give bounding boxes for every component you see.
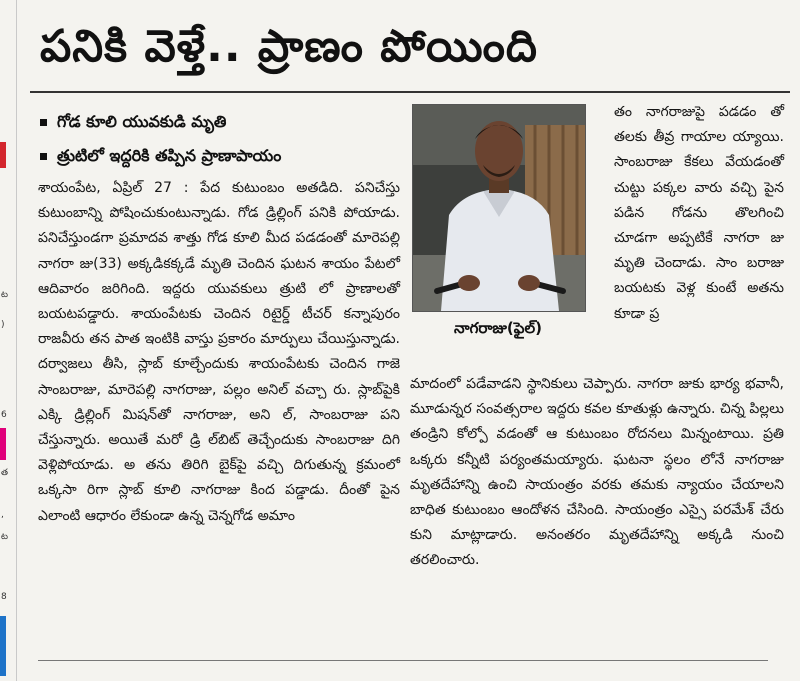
strip-fragment: ) [1,320,5,330]
article-photo [412,104,586,312]
page-bottom-rule [38,660,768,661]
article-body-right-column: తం నాగరాజుపై పడడం తో తలకు తీవ్ర గాయాల య్యాయి. సాంబరాజు కేకలు వేయడంతో చుట్టు పక్కల వారు వచ్చి పైన పడిన గోడను తొలగించి చూడగా అప్పటికే నాగరా జు మృతి చెందాడు. సాం బరాజు బయటకు వెళ్ల కుంటే అతను కూడా ప్ర [614,104,784,322]
subheadline-item [32,108,402,136]
strip-fragment: ట [1,290,8,300]
strip-fragment: 8 [1,592,7,602]
adjacent-column-strip [0,0,17,681]
photo-caption: నాగరాజు(ఫైల్) [454,319,542,337]
headline-divider [30,91,790,93]
article-body-bottom-right-column: మాదంలో పడేవాడని స్థానికులు చెప్పారు. నాగరా జుకు భార్య భవానీ, మూడున్నర సంవత్సరాల ఇద్దరు కవల కూతుళ్లు ఉన్నారు. చిన్న పిల్లలు తండ్రిని కోల్పో వడంతో ఆ కుటుంబం రోదనలు మిన్నంటాయి. ప్రతి ఒక్కరు కన్నీటి పర్యంతమయ్యారు. ఘటనా స్థలం లోనే నాగరాజు మృతదేహాన్ని ఉంచి సాయంత్రం వరకు తమకు న్యాయం చేయాలని బాధిత కుటుంబం ఆందోళన చేసింది. సాయంత్రం ఎస్సై పరమేశ్ చేరు కుని మాట్లాడారు. అనంతరం మృతదేహాన్ని అక్కడి నుంచి తరలించారు. [410,376,784,569]
subheadline-text: త్రుటిలో ఇద్దరికి తప్పిన ప్రాణాపాయం [57,146,282,165]
strip-fragment: 6 [1,410,7,420]
bullet-square-icon [40,119,47,126]
subheadline-list [32,108,402,176]
red-color-block [0,142,6,168]
magenta-color-block [0,428,6,460]
strip-fragment: , [1,510,4,520]
bullet-square-icon [40,153,47,160]
subheadline-item [32,142,402,170]
strip-fragment: త [1,468,9,478]
strip-fragment: ట [1,532,8,542]
article-body-left-column: శాయంపేట, ఏప్రిల్ 27 : పేద కుటుంబం అతడిది. పనిచేస్తు కుటుంబాన్ని పోషించుకుంటున్నాడు. గోడ డ్రిల్లింగ్ పనికి పోయాడు. పనిచేస్తుండగా ప్రమాదవ శాత్తు గోడ కూలి మీద పడడంతో మారెపల్లి నాగరా జు(33) అక్కడికక్కడే మృతి చెందిన ఘటన శాయం పేటలో ఆదివారం జరిగింది. ఇద్దరు యువకులు త్రుటి లో ప్రాణాలతో బయటపడ్డారు. శాయంపేటకు చెందిన రిటైర్డ్ టీచర్ కన్నాపురం రాజవీరు తన పాత ఇంటికి వాస్తు ప్రకారం మార్పులు చేయిస్తున్నాడు. దర్వాజలు తీసి, స్లాబ్ కూల్చేందుకు శాయంపేటకు చెందిన గాజె సాంబరాజు, మారెపల్లి నాగరాజు, పల్లం అనిల్ వచ్చా రు. స్లాబ్‌పైకి ఎక్కి డ్రిల్లింగ్ మిషన్‌తో నాగరాజు, అని ల్, సాంబరాజు పని చేస్తున్నారు. అయితే మరో డ్రి ల్‌బిట్ తెచ్చేందుకు సాంబరాజు దిగి వెళ్లిపోయాడు. అ తను తిరిగి బైక్‌పై వచ్చి దిగుతున్న క్రమంలో ఒక్కసా రిగా స్లాబ్ కూలి నాగరాజు కింద పడ్డాడు. దీంతో పైన ఎలాంటి ఆధారం లేకుండా ఉన్న చెన్నగోడ అమాం [38,180,400,524]
person-on-bike-photo-icon [413,105,585,311]
subheadline-text: గోడ కూలి యువకుడి మృతి [57,112,227,131]
blue-color-block [0,616,6,676]
article-headline: పనికి వెళ్తే.. ప్రాణం పోయింది [40,21,538,72]
